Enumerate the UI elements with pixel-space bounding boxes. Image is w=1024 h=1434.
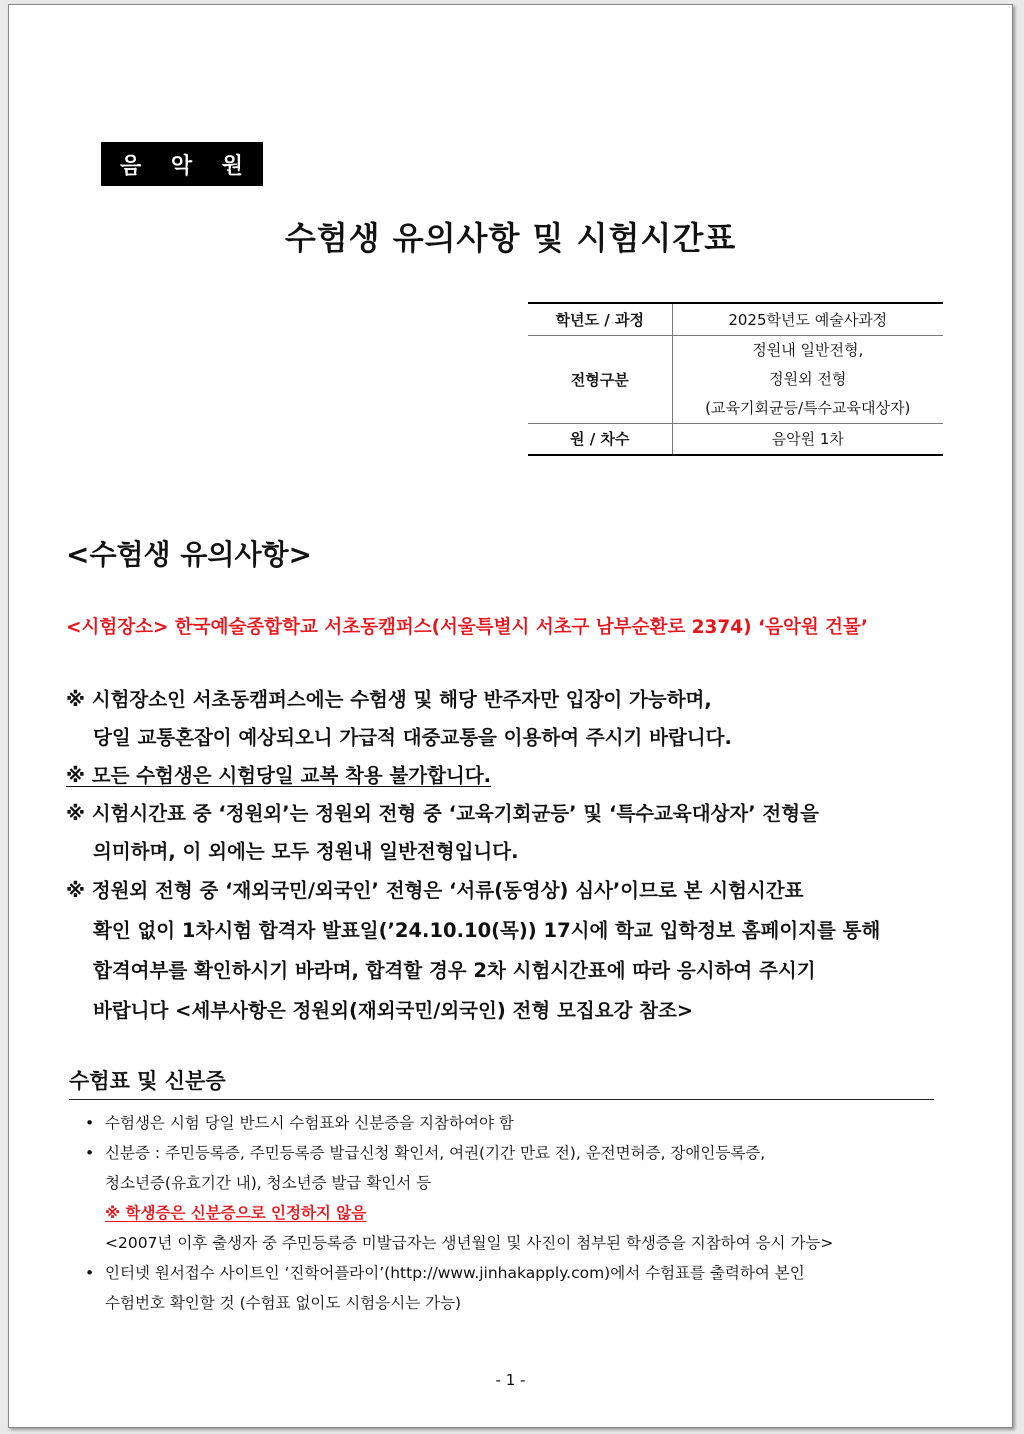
department-badge: 음 악 원 xyxy=(101,142,263,186)
notice-item xyxy=(66,681,966,757)
notice-list xyxy=(66,681,966,1031)
table-row xyxy=(528,303,943,335)
bullet-line: 신분증 : 주민등록증, 주민등록증 발급신청 확인서, 여권(기간 만료 전), 운전면허증, 장애인등록증, xyxy=(105,1144,766,1162)
bullet-line: 수험번호 확인할 것 (수험표 없이도 시험응시는 가능) xyxy=(105,1294,462,1312)
notice-line: 바랍니다 <세부사항은 정원외(재외국민/외국인) 전형 모집요강 참조> xyxy=(93,999,694,1022)
table-key-year-course: 학년도 / 과정 xyxy=(528,303,672,335)
table-value-school-round: 음악원 1차 xyxy=(672,423,943,455)
student-id-warning: ※ 학생증은 신분증으로 인정하지 않음 xyxy=(105,1204,367,1222)
admission-type-line: 정원외 전형 xyxy=(769,369,847,388)
notice-item xyxy=(66,871,966,1031)
admission-type-line: 정원내 일반전형, xyxy=(752,340,864,359)
exam-location: <시험장소> 한국예술종합학교 서초동캠퍼스(서울특별시 서초구 남부순환로 2374) ‘음악원 건물’ xyxy=(66,617,868,638)
page-number: - 1 - xyxy=(495,1371,526,1389)
table-key-admission-type: 전형구분 xyxy=(528,335,672,423)
notice-item xyxy=(66,795,966,871)
notice-line: 합격여부를 확인하시기 바라며, 합격할 경우 2차 시험시간표에 따라 응시하여 주시기 xyxy=(93,959,816,982)
id-bullet-list xyxy=(81,1108,961,1318)
page-title: 수험생 유의사항 및 시험시간표 xyxy=(284,219,737,257)
notice-line: 당일 교통혼잡이 예상되오니 가급적 대중교통을 이용하여 주시기 바랍니다. xyxy=(93,726,732,749)
admission-type-line: (교육기회균등/특수교육대상자) xyxy=(705,398,911,417)
notice-line: ※ 정원외 전형 중 ‘재외국민/외국인’ 전형은 ‘서류(동영상) 심사’이므로 본 시험시간표 xyxy=(66,879,804,902)
table-row xyxy=(528,423,943,455)
notice-line: 확인 없이 1차시험 합격자 발표일(’24.10.10(목)) 17시에 학교 입학정보 홈페이지를 통해 xyxy=(93,919,881,942)
bullet-line: 청소년증(유효기간 내), 청소년증 발급 확인서 등 xyxy=(105,1174,432,1192)
notice-line-underlined: ※ 모든 수험생은 시험당일 교복 착용 불가합니다. xyxy=(66,764,492,787)
sub-heading-id-documents: 수험표 및 신분증 xyxy=(69,1065,934,1100)
notice-line: ※ 시험장소인 서초동캠퍼스에는 수험생 및 해당 반주자만 입장이 가능하며, xyxy=(66,688,712,711)
list-item xyxy=(81,1258,961,1318)
section-heading-notices: <수험생 유의사항> xyxy=(66,538,313,571)
table-value-admission-type xyxy=(672,335,943,423)
table-row xyxy=(528,335,943,423)
bullet-icon: • xyxy=(85,1114,95,1132)
bullet-line: <2007년 이후 출생자 중 주민등록증 미발급자는 생년월일 및 사진이 첨부된 학생증을 지참하여 응시 가능> xyxy=(105,1234,834,1252)
notice-line: 의미하며, 이 외에는 모두 정원내 일반전형입니다. xyxy=(93,840,519,863)
bullet-icon: • xyxy=(85,1144,95,1162)
notice-line: ※ 시험시간표 중 ‘정원외’는 정원외 전형 중 ‘교육기회균등’ 및 ‘특수교육대상자’ 전형을 xyxy=(66,802,819,825)
list-item xyxy=(81,1108,961,1138)
document-page xyxy=(8,4,1013,1428)
bullet-line: 인터넷 원서접수 사이트인 ‘진학어플라이’(http://www.jinhakapply.com)에서 수험표를 출력하여 본인 xyxy=(105,1264,805,1282)
exam-info-table xyxy=(528,302,943,456)
table-value-year-course: 2025학년도 예술사과정 xyxy=(728,310,888,329)
table-key-school-round: 원 / 차수 xyxy=(528,423,672,455)
bullet-icon: • xyxy=(85,1264,95,1282)
notice-item xyxy=(66,757,966,795)
list-item xyxy=(81,1138,961,1258)
bullet-line: 수험생은 시험 당일 반드시 수험표와 신분증을 지참하여야 함 xyxy=(105,1114,514,1132)
